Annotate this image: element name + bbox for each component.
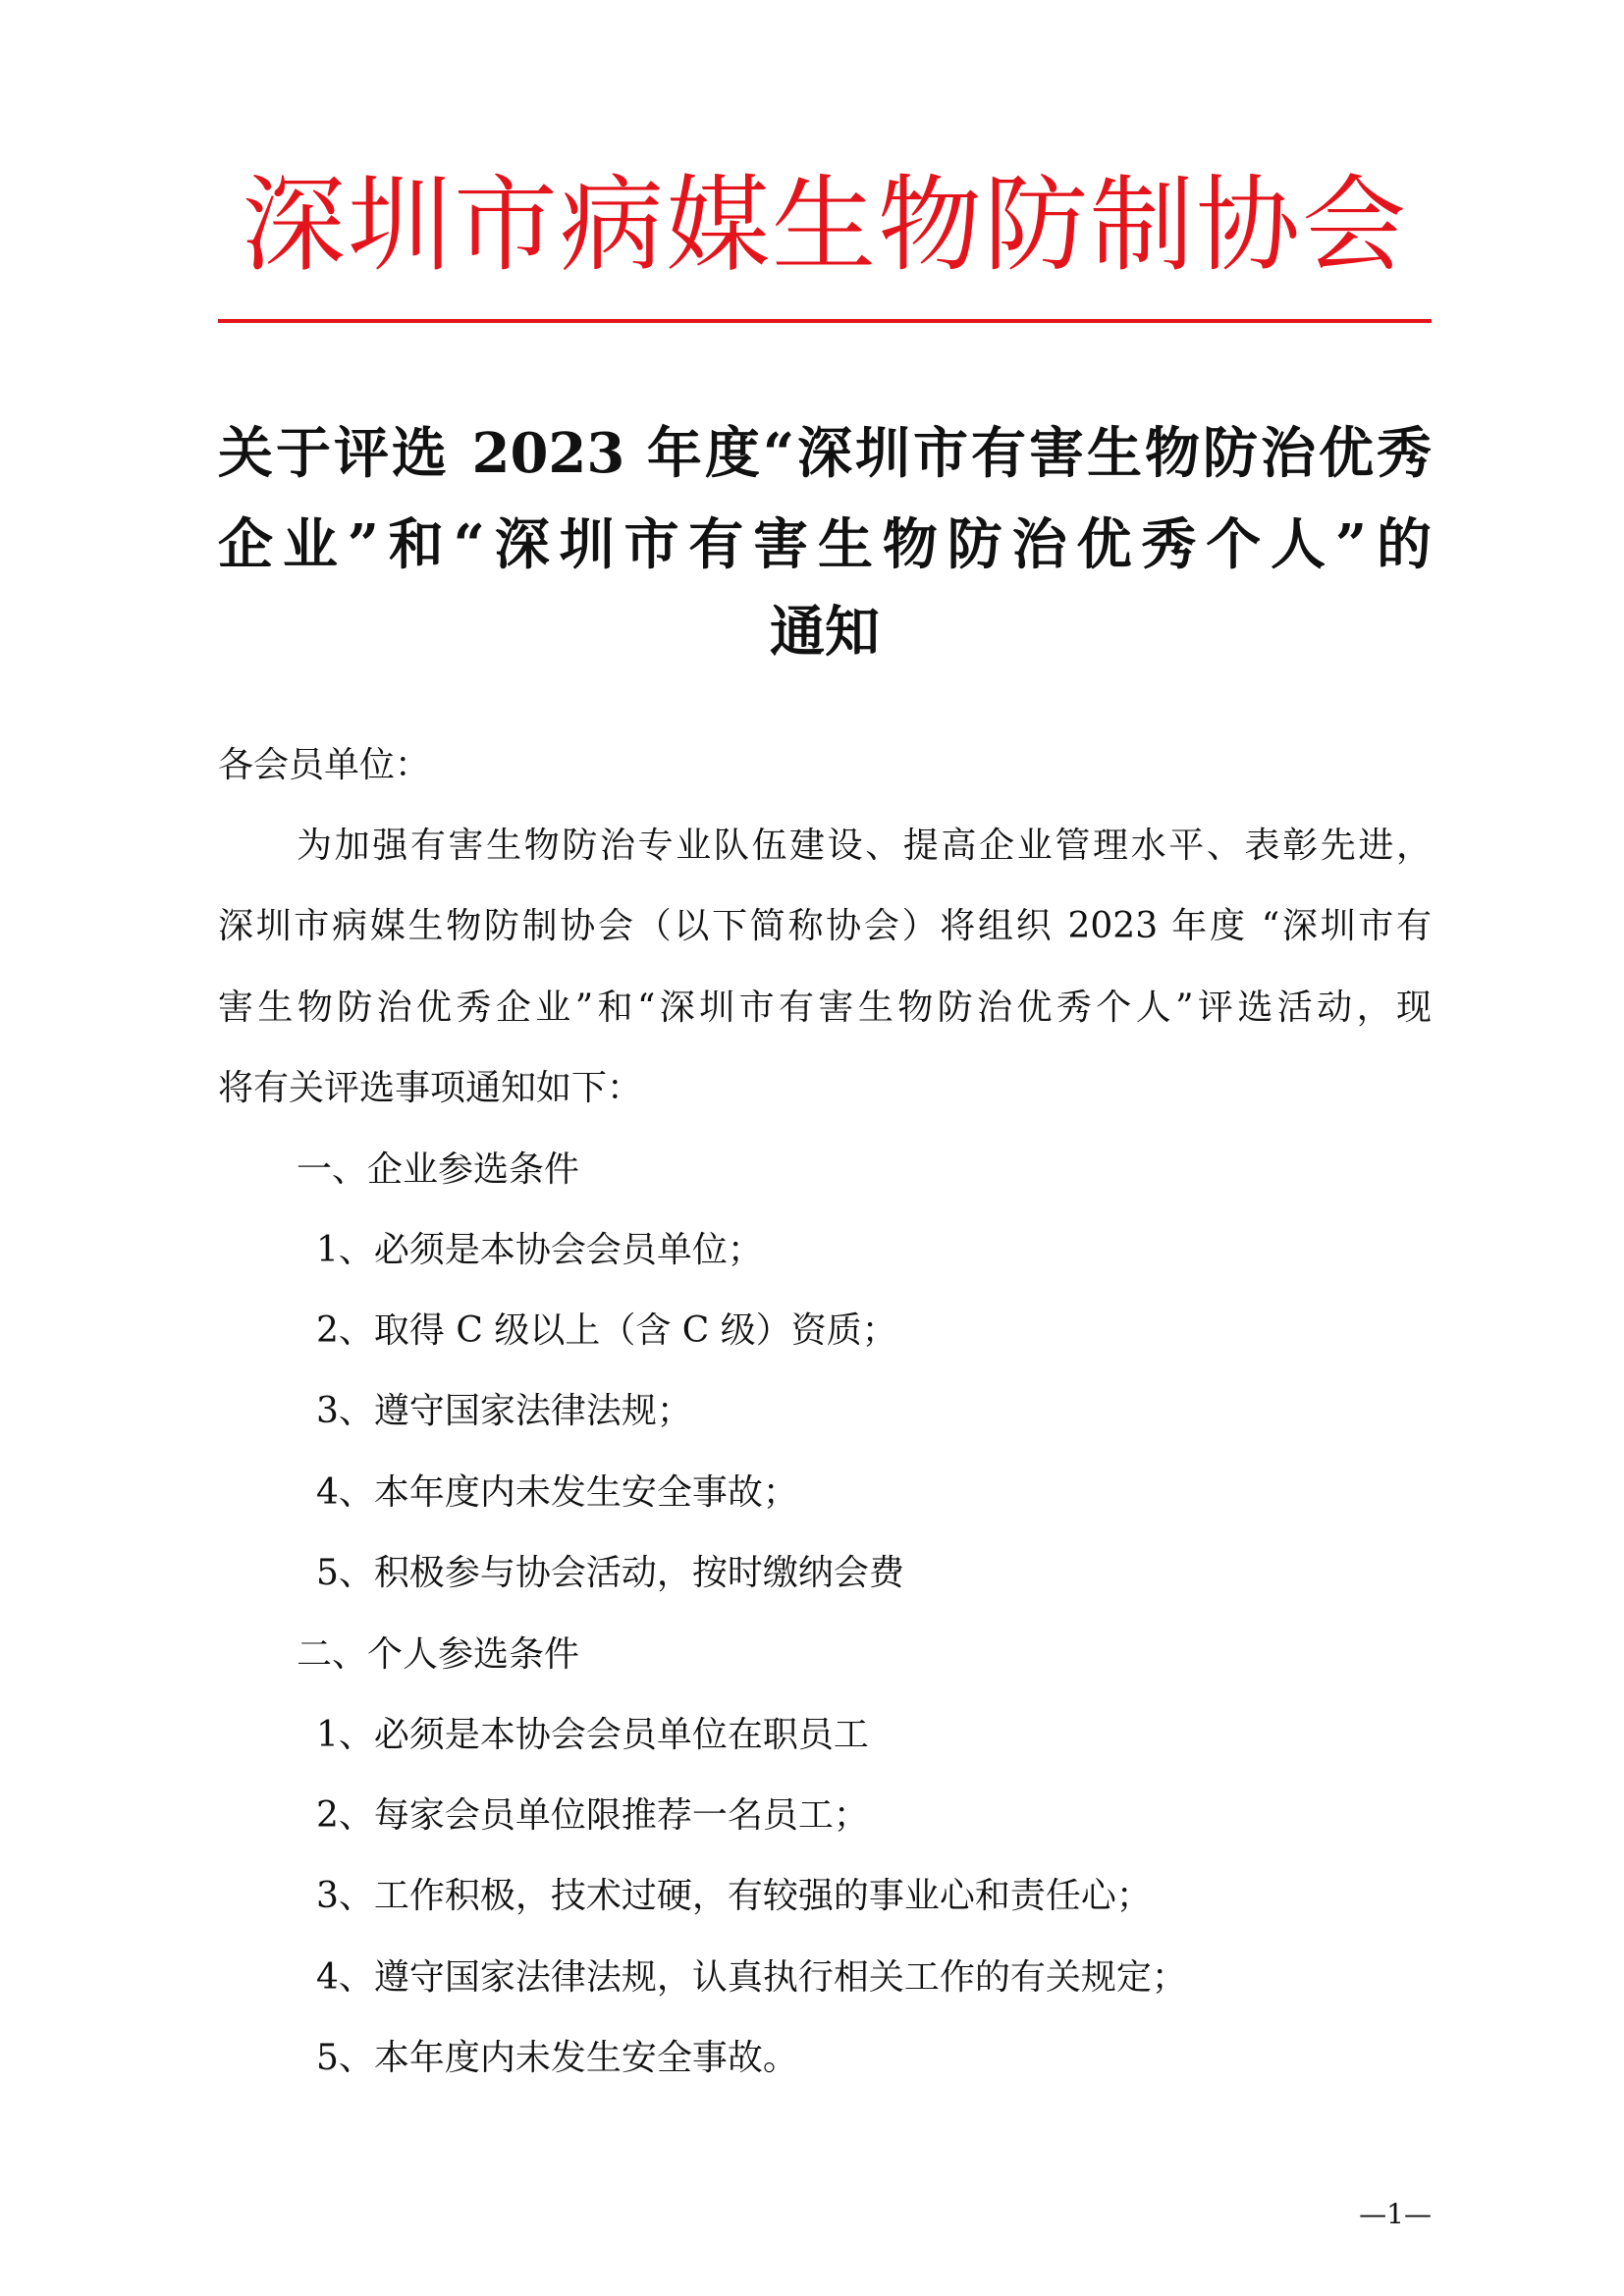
enterprise-condition-2: 2、取得 C 级以上（含 C 级）资质；	[316, 1310, 897, 1351]
intro-line-1: 为加强有害生物防治专业队伍建设、提高企业管理水平、表彰先进，	[297, 826, 1432, 866]
individual-condition-5: 5、本年度内未发生安全事故。	[316, 2038, 798, 2078]
individual-condition-3: 3、工作积极，技术过硬，有较强的事业心和责任心；	[316, 1876, 1152, 1916]
individual-condition-4: 4、遵守国家法律法规，认真执行相关工作的有关规定；	[316, 1957, 1187, 1998]
letterhead-divider	[218, 319, 1432, 323]
enterprise-condition-5: 5、积极参与协会活动，按时缴纳会费	[316, 1553, 904, 1593]
individual-condition-2: 2、每家会员单位限推荐一名员工；	[316, 1795, 869, 1836]
individual-condition-1: 1、必须是本协会会员单位在职员工	[316, 1715, 869, 1755]
org-letterhead: 深圳市病媒生物防制协会	[242, 165, 1408, 286]
intro-line-4: 将有关评选事项通知如下：	[218, 1068, 643, 1108]
section-heading-individual: 二、个人参选条件	[297, 1634, 580, 1675]
intro-line-3: 害生物防治优秀企业”和“深圳市有害生物防治优秀个人”评选活动，现	[218, 988, 1432, 1028]
page-number: —1—	[1359, 2198, 1432, 2230]
enterprise-condition-1: 1、必须是本协会会员单位；	[316, 1230, 763, 1270]
document-title-line-1: 关于评选 2023 年度“深圳市有害生物防治优秀	[218, 421, 1432, 486]
intro-line-2: 深圳市病媒生物防制协会（以下简称协会）将组织 2023 年度 “深圳市有	[218, 906, 1432, 946]
salutation: 各会员单位：	[218, 745, 431, 785]
document-title-line-3: 通知	[770, 600, 880, 665]
section-heading-enterprise: 一、企业参选条件	[297, 1149, 580, 1190]
enterprise-condition-4: 4、本年度内未发生安全事故；	[316, 1472, 798, 1513]
document-title-line-2: 企业”和“深圳市有害生物防治优秀个人”的	[218, 512, 1432, 577]
enterprise-condition-3: 3、遵守国家法律法规；	[316, 1391, 692, 1431]
